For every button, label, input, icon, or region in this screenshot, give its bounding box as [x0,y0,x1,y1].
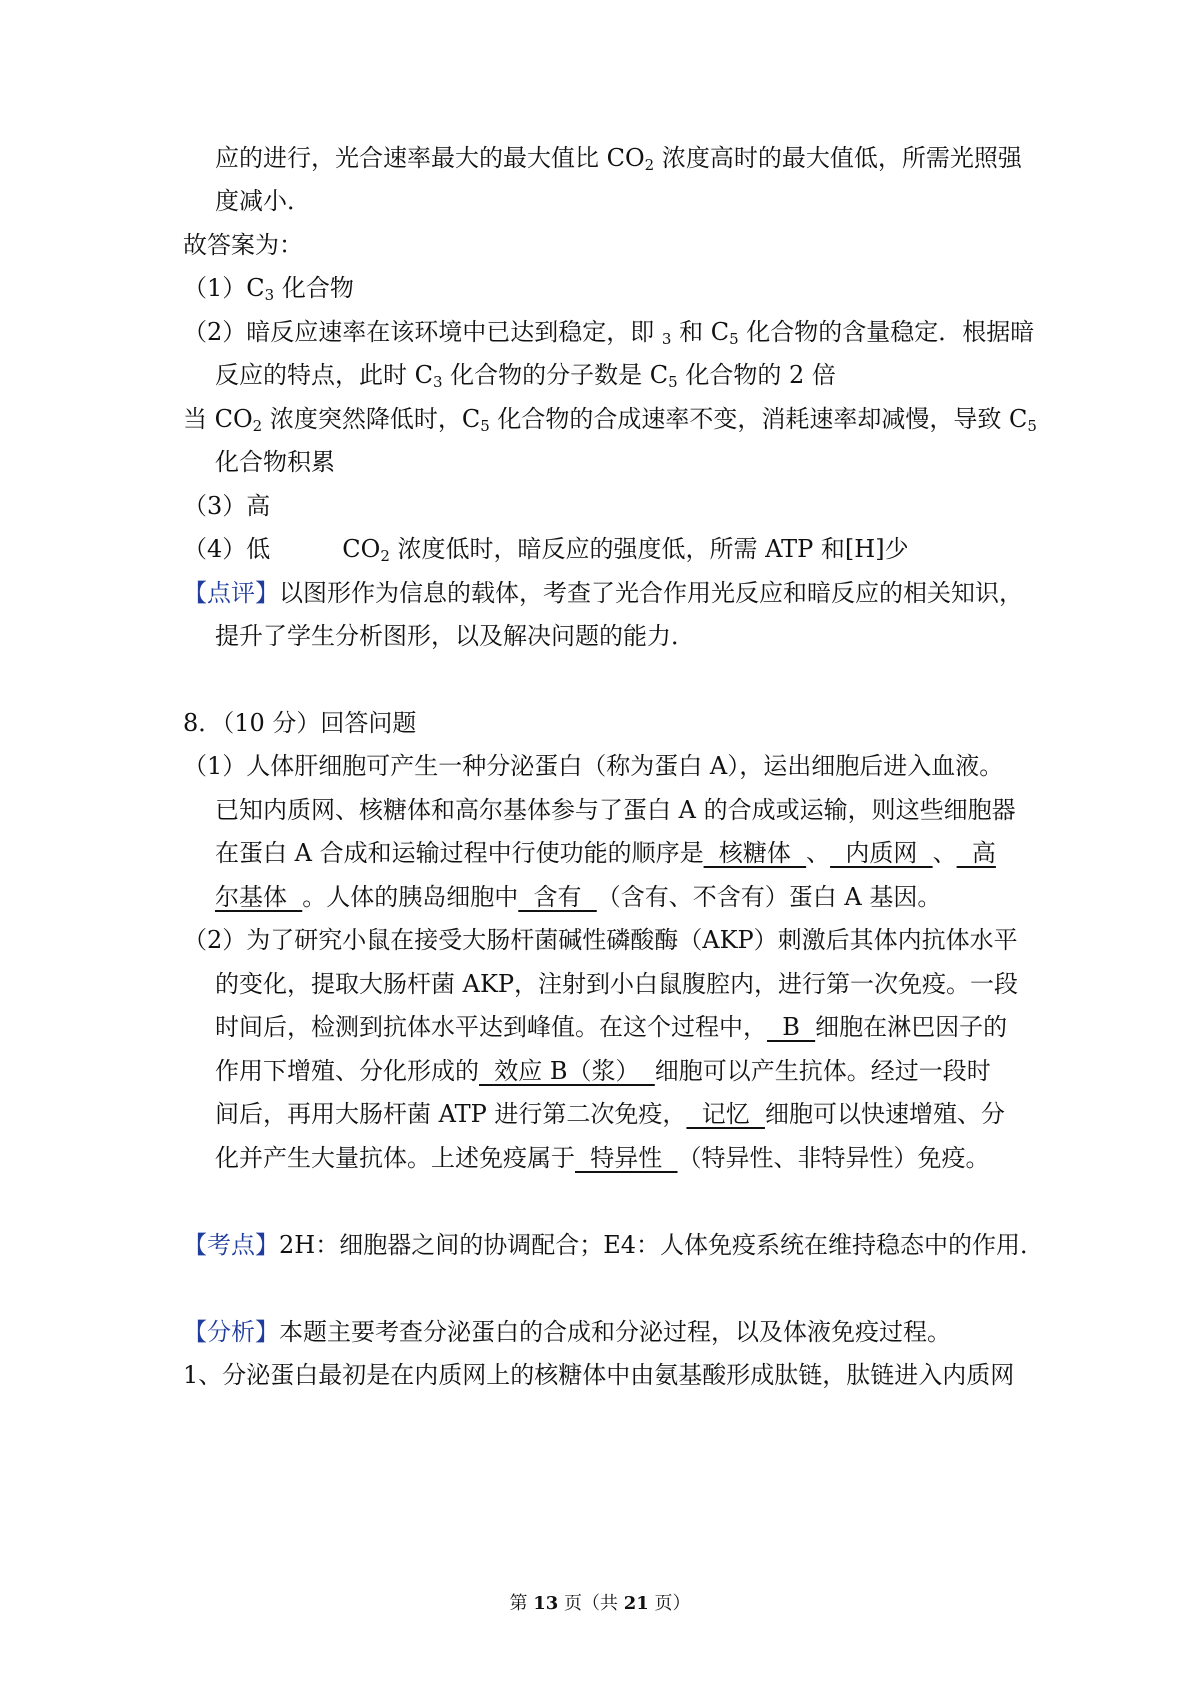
answer-2-cont: 当 $CO_2$ 浓度突然降低时，$C_5$ 化合物的合成速率不变，消耗速率却减慢，导致 $C_5$ [183,405,1037,435]
question-part-1: （1）人体肝细胞可产生一种分泌蛋白（称为蛋白 A），运出细胞后进入血液。 [183,752,1004,780]
answer-2-cont: 化合物积累 [215,448,335,476]
kaodian: 【考点】2H：细胞器之间的协调配合；E4：人体免疫系统在维持稳态中的作用． [183,1231,1044,1259]
answer-blank: 特异性 [575,1144,678,1172]
question-part-2: （2）为了研究小鼠在接受大肠杆菌碱性磷酸酶（AKP）刺激后其体内抗体水平 [183,926,1018,954]
question-text: 间后，再用大肠杆菌 ATP 进行第二次免疫， 记忆 细胞可以快速增殖、分 [215,1100,1005,1128]
question-text: 已知内质网、核糖体和高尔基体参与了蛋白 A 的合成或运输，则这些细胞器 [215,796,1016,824]
answer-4: （4）低 $CO_2$ 浓度低时，暗反应的强度低，所需 ATP 和[H]少 [183,535,909,565]
answer-blank: 含有 [518,883,597,911]
answer-blank: 核糖体 [703,839,807,867]
kaodian-tag: 【考点】 [183,1231,279,1259]
answer-intro: 故答案为： [183,231,303,259]
review-cont: 提升了学生分析图形，以及解决问题的能力． [215,622,695,650]
answer-blank: 内质网 [830,839,933,867]
analysis-tag: 【分析】 [183,1318,279,1346]
question-text: 作用下增殖、分化形成的 效应 B（浆） 细胞可以产生抗体。经过一段时 [215,1057,991,1085]
review: 【点评】以图形作为信息的载体，考查了光合作用光反应和暗反应的相关知识， [183,579,1023,607]
answer-blank: 高 [956,839,996,867]
answer-2: （2）暗反应速率在该环境中已达到稳定，即 $_3$ 和 $C_5$ 化合物的含量稳定．根据暗 [183,318,1035,348]
question-text: 在蛋白 A 合成和运输过程中行使功能的顺序是 核糖体 、 内质网 、 高 [215,839,996,867]
question-text: 的变化，提取大肠杆菌 AKP，注射到小白鼠腹腔内，进行第一次免疫。一段 [215,970,1019,998]
question-text: 尔基体 。人体的胰岛细胞中 含有 （含有、不含有）蛋白 A 基因。 [215,883,942,911]
answer-blank: B [767,1013,816,1041]
text-line: 度减小． [215,187,311,215]
answer-3: （3）高 [183,492,271,520]
page-total: 21 [623,1593,649,1614]
page-number: 13 [533,1593,559,1614]
question-text: 时间后，检测到抗体水平达到峰值。在这个过程中， B 细胞在淋巴因子的 [215,1013,1008,1041]
answer-2-cont: 反应的特点，此时 $C_3$ 化合物的分子数是 $C_5$ 化合物的 2 倍 [215,361,836,391]
analysis: 【分析】本题主要考查分泌蛋白的合成和分泌过程，以及体液免疫过程。 [183,1318,951,1346]
text-line: 应的进行，光合速率最大的最大值比 $CO_2$ 浓度高时的最大值低，所需光照强 [215,144,1022,174]
answer-blank: 尔基体 [215,883,303,911]
answer-blank: 记忆 [686,1100,765,1128]
question-text: 化并产生大量抗体。上述免疫属于 特异性 （特异性、非特异性）免疫。 [215,1144,990,1172]
analysis-text: 1、分泌蛋白最初是在内质网上的核糖体中由氨基酸形成肽链，肽链进入内质网 [183,1361,1015,1389]
answer-blank: 效应 B（浆） [479,1057,655,1085]
page-footer: 第 13 页（共 21 页） [509,1593,691,1614]
question-title: 8．（10 分）回答问题 [183,709,417,737]
answer-1: $(1)C_3$ 化合物 [183,274,354,304]
review-tag: 【点评】 [183,579,279,607]
